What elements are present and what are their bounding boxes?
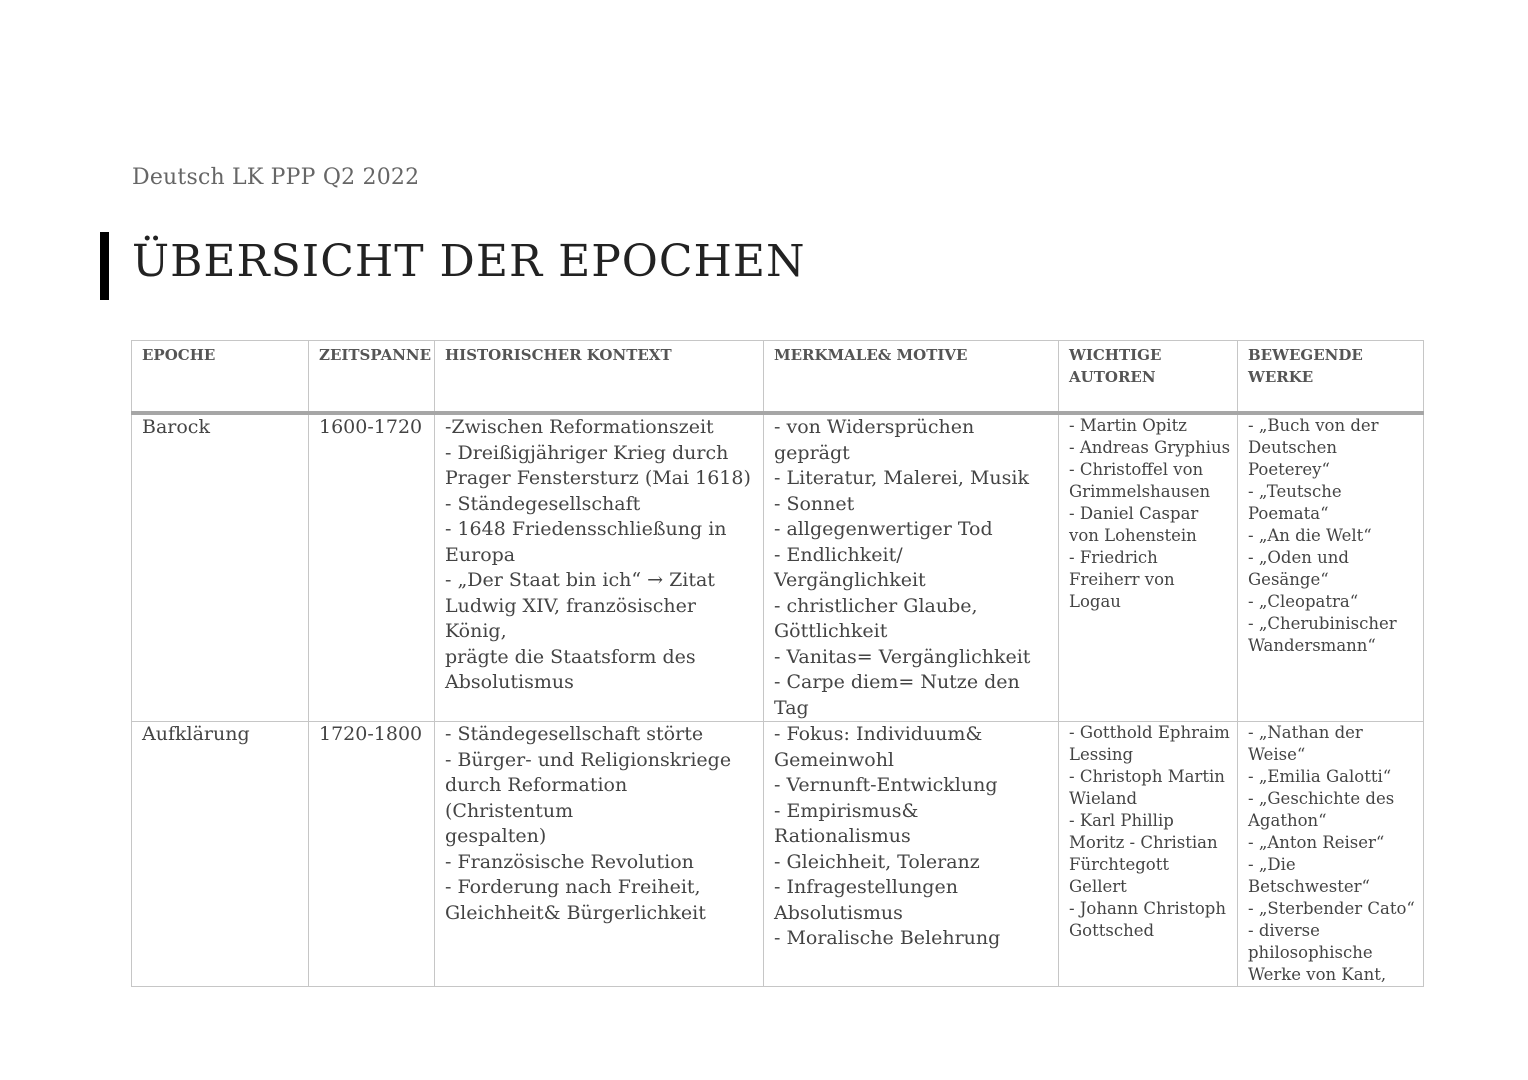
merkmal-line: - Carpe diem= Nutze den Tag — [774, 671, 1020, 719]
autor-line: Lessing — [1069, 745, 1134, 764]
autor-line: - Johann Christoph — [1069, 899, 1226, 918]
merkmal-line: - Sonnet — [774, 492, 855, 515]
cell-werke — [1238, 413, 1424, 722]
merkmal-line: - Empirismus& — [774, 799, 919, 822]
kontext-line: - „Der Staat bin ich“ → Zitat — [445, 569, 715, 591]
merkmal-line: Gemeinwohl — [774, 748, 895, 771]
autor-line: - Christoph Martin — [1069, 767, 1225, 786]
autor-line: Moritz - Christian — [1069, 833, 1218, 852]
werk-line: - „Cleopatra“ — [1248, 592, 1359, 611]
kontext-line: prägte die Staatsform des — [445, 645, 696, 668]
werk-line: Gesänge“ — [1248, 570, 1329, 589]
werk-line: - „An die Welt“ — [1248, 526, 1372, 545]
werk-line: - „Geschichte des — [1248, 789, 1395, 808]
kontext-line: Ludwig XIV, französischer König, — [445, 594, 696, 642]
cell-merkmale — [764, 413, 1059, 722]
document-header: Deutsch LK PPP Q2 2022 — [132, 165, 420, 190]
table-header-row — [132, 341, 1424, 414]
werk-line: - „Sterbender Cato“ — [1248, 899, 1415, 918]
page-title: ÜBERSICHT DER EPOCHEN — [132, 236, 806, 287]
werk-line: Wandersmann“ — [1248, 636, 1376, 655]
kontext-line: Europa — [445, 543, 516, 566]
kontext-line: -Zwischen Reformationszeit — [445, 416, 714, 438]
werk-line: - diverse — [1248, 921, 1320, 940]
column-header-werke: BEWEGENDE WERKE — [1238, 341, 1424, 414]
autor-line: Gottsched — [1069, 921, 1155, 940]
kontext-line: - 1648 Friedensschließung in — [445, 518, 727, 540]
cell-zeitspanne: 1600-1720 — [309, 413, 435, 722]
column-header-autoren: WICHTIGE AUTOREN — [1059, 341, 1238, 414]
autor-line: Grimmelshausen — [1069, 482, 1211, 501]
merkmal-line: - Infragestellungen — [774, 876, 958, 898]
autor-line: von Lohenstein — [1069, 526, 1197, 545]
autor-line: - Gotthold Ephraim — [1069, 723, 1230, 742]
cell-werke — [1238, 722, 1424, 987]
column-header-kontext: HISTORISCHER KONTEXT — [435, 341, 764, 414]
werk-line: Poemata“ — [1248, 504, 1329, 523]
kontext-line: durch Reformation (Christentum — [445, 774, 628, 822]
werk-line: philosophische — [1248, 943, 1373, 962]
merkmal-line: - allgegenwertiger Tod — [774, 518, 993, 540]
table-row — [132, 722, 1424, 987]
title-accent-bar — [100, 232, 109, 300]
merkmal-line: - Gleichheit, Toleranz — [774, 850, 980, 873]
autor-line: - Daniel Caspar — [1069, 504, 1199, 523]
kontext-line: Gleichheit& Bürgerlichkeit — [445, 901, 706, 924]
cell-kontext — [435, 413, 764, 722]
werk-line: Werke von Kant, — [1248, 965, 1387, 984]
merkmal-line: - von Widersprüchen geprägt — [774, 416, 975, 464]
merkmal-line: Rationalismus — [774, 825, 911, 847]
kontext-line: - Französische Revolution — [445, 850, 694, 873]
werk-line: - „Anton Reiser“ — [1248, 833, 1385, 852]
autor-line: - Andreas Gryphius — [1069, 438, 1231, 457]
cell-merkmale — [764, 722, 1059, 987]
kontext-line: Absolutismus — [445, 671, 574, 693]
kontext-line: - Dreißigjähriger Krieg durch — [445, 441, 729, 464]
kontext-line: - Forderung nach Freiheit, — [445, 876, 701, 898]
werk-line: - „Teutsche — [1248, 482, 1342, 501]
kontext-line: - Ständegesellschaft — [445, 492, 641, 515]
werk-line: - „Die Betschwester“ — [1248, 855, 1370, 896]
merkmal-line: - Vernunft-Entwicklung — [774, 774, 998, 796]
werk-line: - „Nathan der Weise“ — [1248, 723, 1363, 764]
merkmal-line: Absolutismus — [774, 901, 903, 924]
merkmal-line: - Endlichkeit/ — [774, 543, 903, 566]
cell-autoren — [1059, 413, 1238, 722]
werk-line: - „Buch von der — [1248, 416, 1379, 435]
kontext-line: - Ständegesellschaft störte — [445, 723, 704, 745]
cell-epoche: Aufklärung — [132, 722, 309, 987]
cell-autoren — [1059, 722, 1238, 987]
kontext-line: - Bürger- und Religionskriege — [445, 748, 732, 771]
werk-line: - „Cherubinischer — [1248, 614, 1397, 633]
column-header-epoche: EPOCHE — [132, 341, 309, 414]
autor-line: Fürchtegott Gellert — [1069, 855, 1169, 896]
werk-line: - „Oden und — [1248, 548, 1349, 567]
cell-epoche: Barock — [132, 413, 309, 722]
autor-line: - Friedrich — [1069, 548, 1158, 567]
autor-line: - Christoffel von — [1069, 460, 1204, 479]
merkmal-line: Göttlichkeit — [774, 620, 888, 642]
merkmal-line: Vergänglichkeit — [774, 569, 926, 591]
autor-line: - Karl Phillip — [1069, 811, 1174, 830]
kontext-line: gespalten) — [445, 825, 547, 847]
kontext-line: Prager Fenstersturz (Mai 1618) — [445, 467, 751, 489]
merkmal-line: - Moralische Belehrung — [774, 927, 1001, 949]
merkmal-line: - Literatur, Malerei, Musik — [774, 467, 1030, 489]
cell-zeitspanne: 1720-1800 — [309, 722, 435, 987]
autor-line: - Martin Opitz — [1069, 416, 1187, 435]
column-header-merkmale: MERKMALE& MOTIVE — [764, 341, 1059, 414]
merkmal-line: - Fokus: Individuum& — [774, 723, 983, 745]
epochs-table — [131, 340, 1424, 987]
merkmal-line: - christlicher Glaube, — [774, 594, 978, 617]
column-header-zeitspanne: ZEITSPANNE — [309, 341, 435, 414]
autor-line: Logau — [1069, 592, 1121, 611]
autor-line: Wieland — [1069, 789, 1138, 808]
werk-line: Agathon“ — [1248, 811, 1327, 830]
cell-kontext — [435, 722, 764, 987]
autor-line: Freiherr von — [1069, 570, 1175, 589]
werk-line: Deutschen Poeterey“ — [1248, 438, 1337, 479]
table-row — [132, 413, 1424, 722]
werk-line: - „Emilia Galotti“ — [1248, 767, 1392, 786]
merkmal-line: - Vanitas= Vergänglichkeit — [774, 645, 1031, 668]
